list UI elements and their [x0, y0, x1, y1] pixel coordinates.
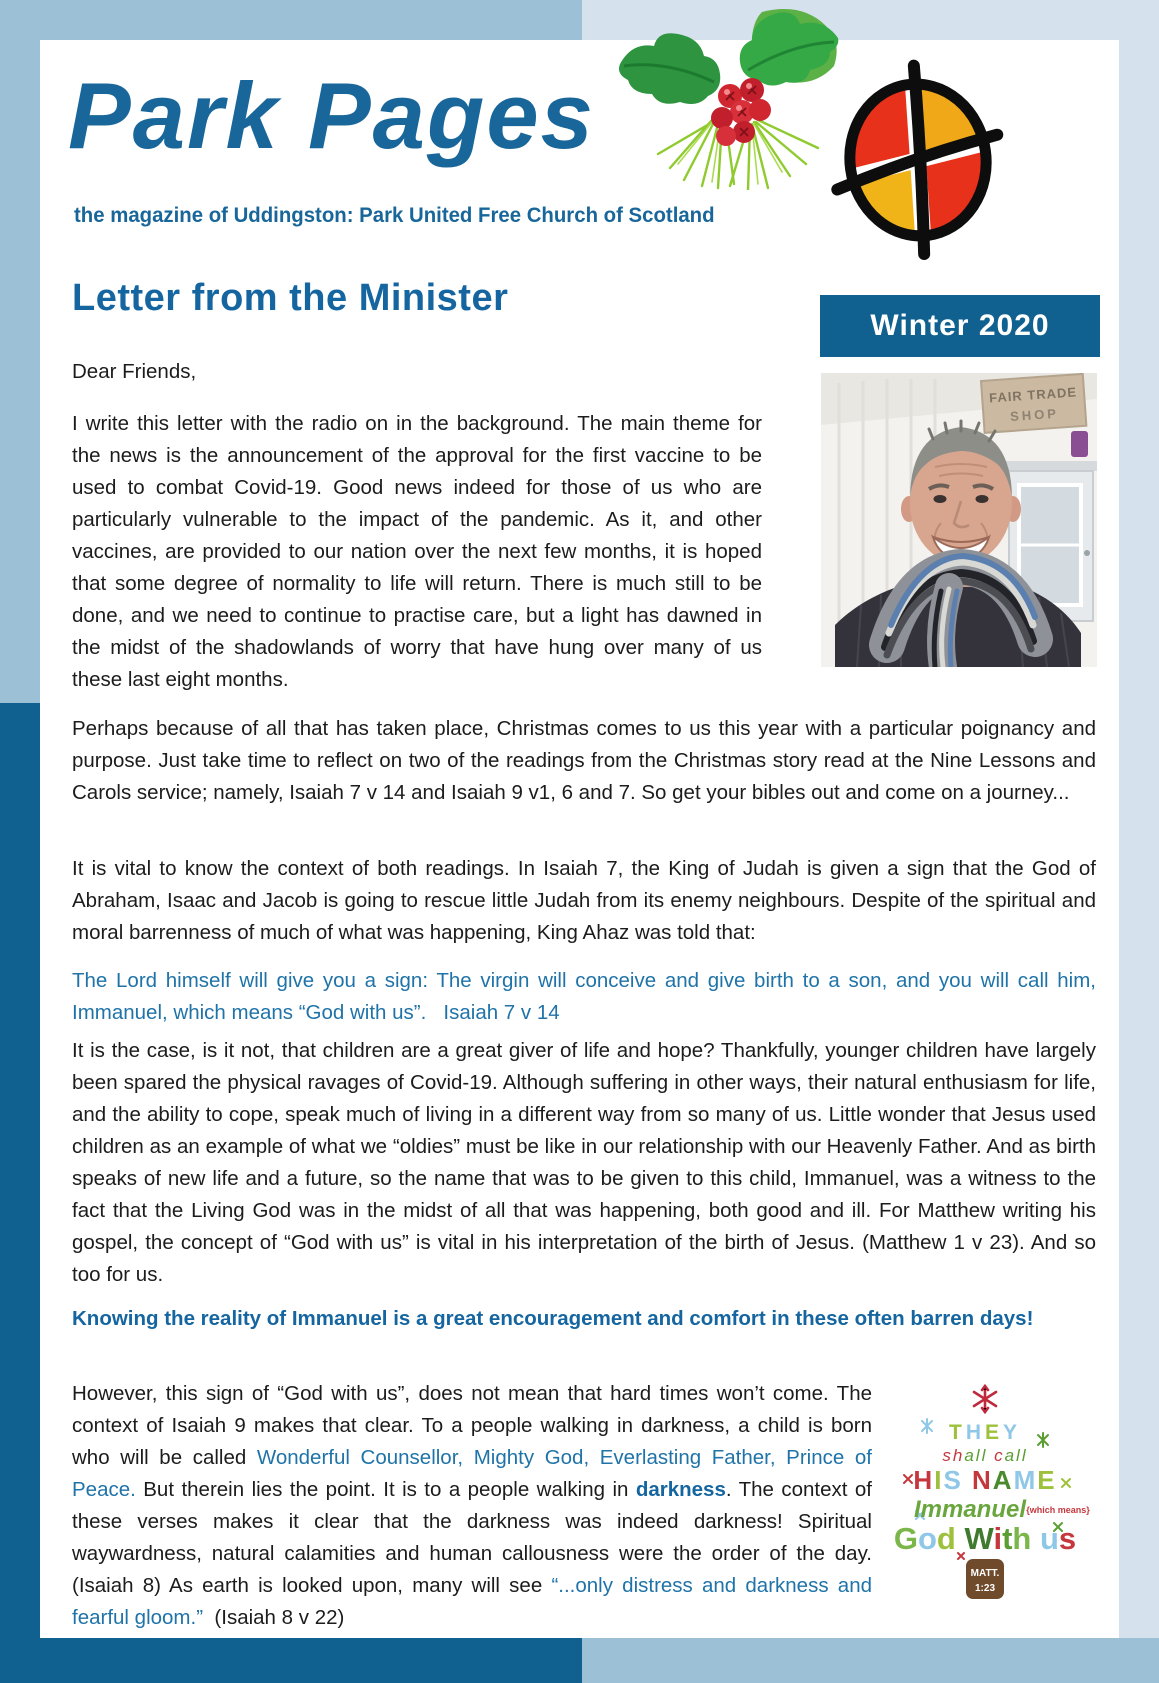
- emphasis-paragraph: Knowing the reality of Immanuel is a great encouragement and comfort in these often barren days!: [72, 1307, 1034, 1330]
- wordart-line-immanuel: Immanuel: [913, 1496, 1027, 1523]
- paragraph-3: It is vital to know the context of both readings. In Isaiah 7, the King of Judah is given a sign that the God of Abraham, Isaac and Jacob is going to rescue little Judah from its enemy neighbours. Despite of the spiritual and moral barrenness of much of what was happening, King Ahaz was told that:: [72, 857, 1096, 944]
- matthew-badge: [966, 1559, 1004, 1599]
- paragraph-4: It is the case, is it not, that children are a great giver of life and hope? Thankfully, younger children have largely been spared the physical ravages of Covid-19. Although suffering in other ways, their natural enthusiasm for life, and the ability to cope, speak much of living in a different way from so many of us. Little wonder that Jesus used children as an example of what we “oldies” must be like in our relationship with our Heavenly Father. And as birth speaks of new life and a future, so the name that was to be given to this child, Immanuel, was a witness to the fact that the Living God was in the midst of all that was happening, both good and ill. For Matthew writing his gospel, the concept of “God with us” is vital in his interpretation of the birth of Jesus. (Matthew 1 v 23). And so too for us.: [72, 1039, 1096, 1286]
- church-cross-logo: [828, 56, 1008, 266]
- left-band-lower: [0, 703, 40, 1683]
- wordart-line-his-name: HIS NAME: [913, 1465, 1057, 1495]
- fair-trade-sign-text-line2: SHOP: [1009, 405, 1060, 425]
- magazine-subtitle: the magazine of Uddingston: Park United Free Church of Scotland: [74, 204, 715, 227]
- article-heading: Letter from the Minister: [72, 277, 509, 319]
- bottom-band-left: [0, 1638, 582, 1683]
- wordart-line-they: THEY: [948, 1421, 1022, 1444]
- purple-cup: [1071, 431, 1088, 457]
- snowflake-icon: [974, 1386, 996, 1412]
- scripture-quote-isaiah-7-14: The Lord himself will give you a sign: The virgin will conceive and give birth to a son, and you will call him, Immanuel, which means “God with us”. Isaiah 7 v 14: [72, 969, 1096, 1024]
- fair-trade-sign: [981, 374, 1086, 433]
- top-band-left: [0, 0, 582, 40]
- wordart-line-which-means: {which means}: [1026, 1505, 1090, 1515]
- salutation: Dear Friends,: [72, 360, 197, 383]
- paragraph-1: I write this letter with the radio on in the background. The main theme for the news is the announcement of the approval for the first vaccine to be used to combat Covid-19. Good news indeed for those of us who are particularly vulnerable to the impact of the pandemic. As it, and other vaccines, are provided to our nation over the next few months, it is hoped that some degree of normality to life will return. There is much still to be done, and we need to continue to practise care, but a light has dawned in the midst of the shadowlands of worry that have hung over many of us these last eight months.: [72, 412, 762, 691]
- matthew-badge-line2: 1:23: [974, 1583, 996, 1594]
- issue-badge: Winter 2020: [820, 295, 1100, 357]
- left-band-upper: [0, 40, 40, 703]
- minister-photo: [821, 373, 1097, 667]
- wordart-line-god-with-us: God With us: [893, 1521, 1077, 1556]
- magazine-title: Park Pages: [68, 63, 595, 168]
- matthew-badge-line1: MATT.: [970, 1568, 1000, 1579]
- right-band: [1119, 40, 1159, 1683]
- bottom-band-right: [582, 1638, 1159, 1683]
- fair-trade-sign-text-line1: FAIR TRADE: [988, 384, 1078, 406]
- wordart-line-shall-call: shall call: [942, 1446, 1028, 1465]
- paragraph-5: However, this sign of “God with us”, does not mean that hard times won’t come. The context of Isaiah 9 makes that clear. To a people walking in darkness, a child is born who will be called Wonderful Counsellor, Mighty God, Everlasting Father, Prince of Peace. But therein lies the point. It is to a people walking in darkness. The context of these verses makes it clear that the darkness was indeed darkness! Spiritual waywardness, natural calamities and human callousness were the order of the day. (Isaiah 8) As earth is looked upon, many will see “...only distress and darkness and fearful gloom.” (Isaiah 8 v 22): [72, 1382, 872, 1629]
- god-with-us-wordart: [866, 1383, 1104, 1611]
- paragraph-2: Perhaps because of all that has taken place, Christmas comes to us this year with a particular poignancy and purpose. Just take time to reflect on two of the readings from the Christmas story read at the Nine Lessons and Carols service; namely, Isaiah 7 v 14 and Isaiah 9 v1, 6 and 7. So get your bibles out and come on a journey...: [72, 717, 1096, 804]
